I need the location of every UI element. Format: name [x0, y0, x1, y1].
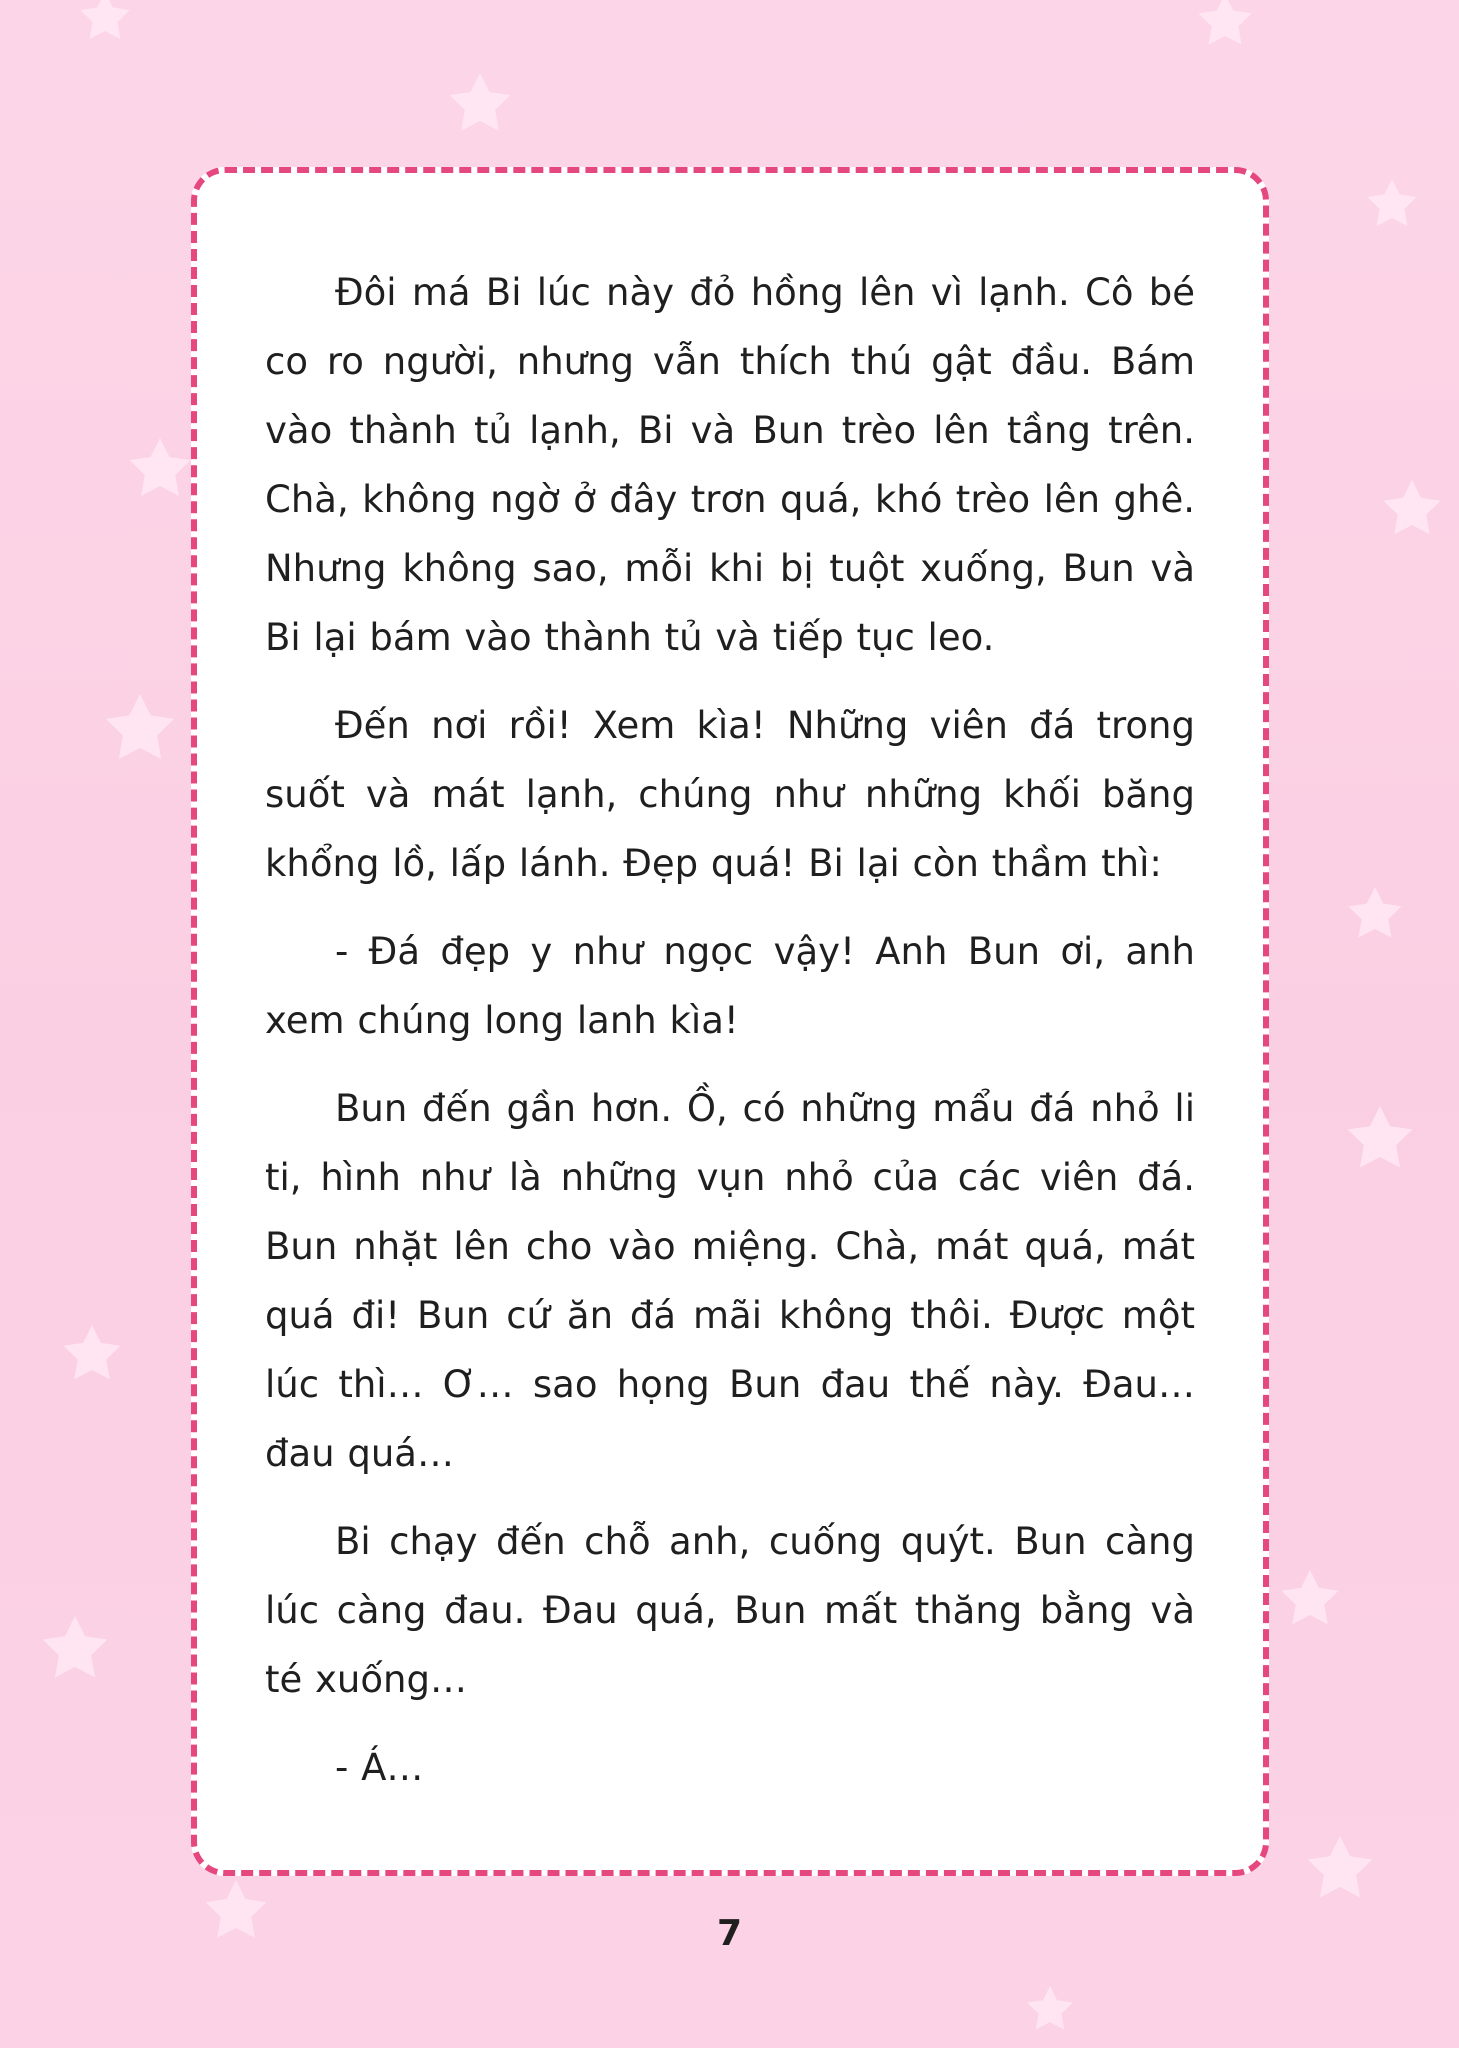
story-text: [265, 258, 1195, 1821]
story-paragraph: Bi chạy đến chỗ anh, cuống quýt. Bun càng lúc càng đau. Đau quá, Bun mất thăng bằng và té xuống…: [265, 1520, 1195, 1701]
story-paragraph: - Á…: [335, 1746, 424, 1789]
star-icon: [450, 73, 511, 131]
story-paragraph: Đôi má Bi lúc này đỏ hồng lên vì lạnh. Cô bé co ro người, nhưng vẫn thích thú gật đầu. Bám vào thành tủ lạnh, Bi và Bun trèo lên tầng trên. Chà, không ngờ ở đây trơn quá, khó trèo lên ghê. Nhưng không sao, mỗi khi bị tuột xuống, Bun và Bi lại bám vào thành tủ và tiếp tục leo.: [265, 271, 1195, 659]
story-paragraph: Bun đến gần hơn. Ồ, có những mẩu đá nhỏ li ti, hình như là những vụn nhỏ của các viên đá. Bun nhặt lên cho vào miệng. Chà, mát quá, mát quá đi! Bun cứ ăn đá mãi không thôi. Được một lúc thì… Ơ… sao họng Bun đau thế này. Đau… đau quá…: [265, 1087, 1195, 1475]
star-icon: [1348, 1106, 1413, 1168]
star-icon: [1308, 1836, 1373, 1898]
star-icon: [1367, 179, 1416, 226]
star-icon: [1198, 0, 1251, 45]
star-icon: [1384, 480, 1441, 534]
star-icon: [106, 694, 174, 759]
star-icon: [43, 1616, 108, 1678]
star-icon: [1027, 1986, 1073, 2029]
star-icon: [80, 0, 129, 39]
star-icon: [130, 438, 191, 496]
star-icon: [1282, 1570, 1339, 1624]
story-paragraph: - Đá đẹp y như ngọc vậy! Anh Bun ơi, anh xem chúng long lanh kìa!: [265, 930, 1195, 1042]
star-icon: [1348, 887, 1401, 938]
star-icon: [64, 1325, 121, 1379]
page-number: 7: [716, 1913, 743, 1954]
story-paragraph: Đến nơi rồi! Xem kìa! Những viên đá trong suốt và mát lạnh, chúng như những khối băng khổng lồ, lấp lánh. Đẹp quá! Bi lại còn thầm thì:: [265, 704, 1195, 885]
